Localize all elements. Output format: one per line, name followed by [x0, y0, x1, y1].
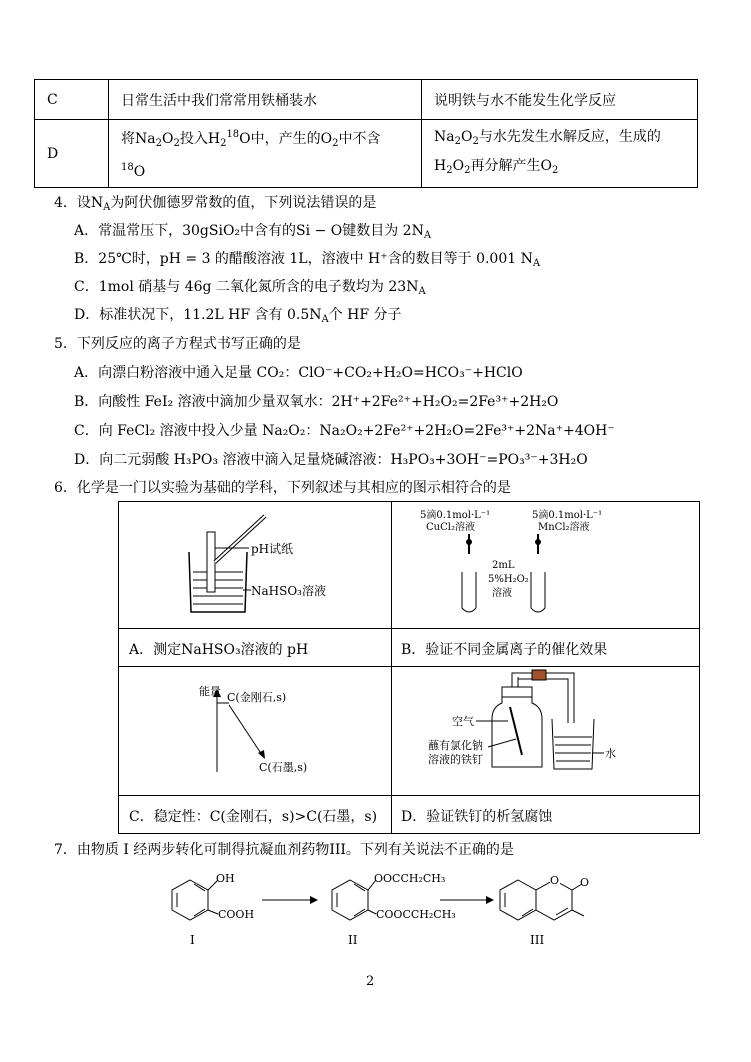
svg-text:O: O [550, 874, 560, 887]
fig-c-caption: C．稳定性：C(金刚石，s)>C(石墨，s) [129, 809, 378, 825]
test-tubes-figure [392, 502, 699, 628]
row-letter: C [35, 80, 109, 120]
q4-stem: 4．设$N_A$为阿伏伽德罗常数的值，下列说法错误的是 [54, 195, 377, 213]
svg-text:I: I [190, 933, 195, 947]
svg-text:5滴0.1mol·L⁻¹: 5滴0.1mol·L⁻¹ [532, 510, 603, 521]
q4-option-a: A．常温常压下，30gSiO₂中含有的Si − O键数目为 $2N_A$ [74, 223, 432, 241]
row-explanation: $Na_2O_2$与水先发生水解反应，生成的 $H_2O_2$再分解产生$O_2$ [422, 120, 698, 188]
solution-label: NaHSO₃溶液 [251, 584, 326, 598]
svg-text:2mL: 2mL [492, 560, 515, 571]
diamond-label: C(金刚石,s) [227, 691, 287, 704]
svg-text:II: II [348, 933, 358, 947]
fig-b-caption: B．验证不同金属离子的催化效果 [401, 642, 608, 658]
page-number: 2 [366, 974, 375, 989]
q4-option-c: C．1mol 硝基与 46g 二氧化氮所含的电子数均为 $23N_A$ [74, 279, 426, 297]
svg-text:5%H₂O₂: 5%H₂O₂ [488, 574, 529, 585]
svg-text:CuCl₂溶液: CuCl₂溶液 [426, 522, 475, 533]
svg-text:COOCCH₂CH₃: COOCCH₂CH₃ [376, 908, 456, 921]
q7-stem: 7．由物质 I 经两步转化可制得抗凝血剂药物III。下列有关说法不正确的是 [54, 842, 514, 858]
svg-text:溶液的铁钉: 溶液的铁钉 [428, 753, 483, 766]
svg-text:空气: 空气 [452, 715, 474, 728]
svg-text:蘸有氯化钠: 蘸有氯化钠 [428, 739, 483, 752]
table-row [35, 80, 698, 120]
row-explanation: 说明铁与水不能发生化学反应 [422, 80, 698, 120]
row-content: 日常生活中我们常常用铁桶装水 [109, 80, 422, 120]
corrosion-figure [392, 667, 699, 795]
q6-stem: 6．化学是一门以实验为基础的学科，下列叙述与其相应的图示相符合的是 [54, 480, 511, 496]
q5-option-a: A．向漂白粉溶液中通入足量 CO₂：ClO⁻+CO₂+H₂O=HCO₃⁻+HClO [74, 365, 523, 381]
svg-text:MnCl₂溶液: MnCl₂溶液 [538, 522, 590, 533]
ph-paper-label: pH试纸 [251, 542, 294, 556]
svg-text:水: 水 [605, 747, 616, 760]
svg-text:COOH: COOH [218, 908, 255, 921]
svg-text:O: O [580, 876, 590, 889]
row-letter: D [35, 120, 109, 188]
q6-figure-grid [118, 501, 700, 834]
fig-d-caption: D．验证铁钉的析氢腐蚀 [401, 809, 553, 825]
beaker-ph-figure [119, 502, 391, 628]
q5-option-c: C．向 FeCl₂ 溶液中投入少量 Na₂O₂：Na₂O₂+2Fe²⁺+2H₂O=2Fe³⁺+2Na⁺+4OH⁻ [74, 423, 615, 439]
q5-stem: 5．下列反应的离子方程式书写正确的是 [54, 336, 301, 352]
svg-text:溶液: 溶液 [492, 588, 512, 599]
svg-text:OOCCH₂CH₃: OOCCH₂CH₃ [374, 872, 446, 885]
q4-option-d: D．标准状况下，11.2L HF 含有 $0.5N_A$个 HF 分子 [74, 307, 402, 325]
energy-diagram [119, 667, 391, 795]
svg-text:OH: OH [216, 872, 235, 885]
q5-option-d: D．向二元弱酸 H₃PO₃ 溶液中滴入足量烧碱溶液：H₃PO₃+3OH⁻=PO₃³⁻+3H₂O [74, 452, 588, 468]
energy-axis-label: 能量 [199, 685, 221, 698]
q5-option-b: B．向酸性 FeI₂ 溶液中滴加少量双氧水：2H⁺+2Fe²⁺+H₂O₂=2Fe³⁺+2H₂O [74, 394, 559, 410]
q4-option-b: B．25℃时，pH = 3 的醋酸溶液 1L，溶液中 H⁺含的数目等于 0.001 $N_A$ [74, 251, 541, 269]
graphite-label: C(石墨,s) [259, 761, 308, 774]
reaction-scheme [150, 866, 610, 950]
fig-a-caption: A．测定NaHSO₃溶液的 pH [129, 642, 309, 658]
svg-text:III: III [530, 933, 545, 947]
answer-table [34, 79, 698, 188]
row-content: 将$Na_2O_2$投入$H_2^{18}O$中，产生的$O_2$中不含 $^{18}$O [109, 120, 422, 188]
svg-text:5滴0.1mol·L⁻¹: 5滴0.1mol·L⁻¹ [420, 510, 491, 521]
table-row [35, 120, 698, 188]
